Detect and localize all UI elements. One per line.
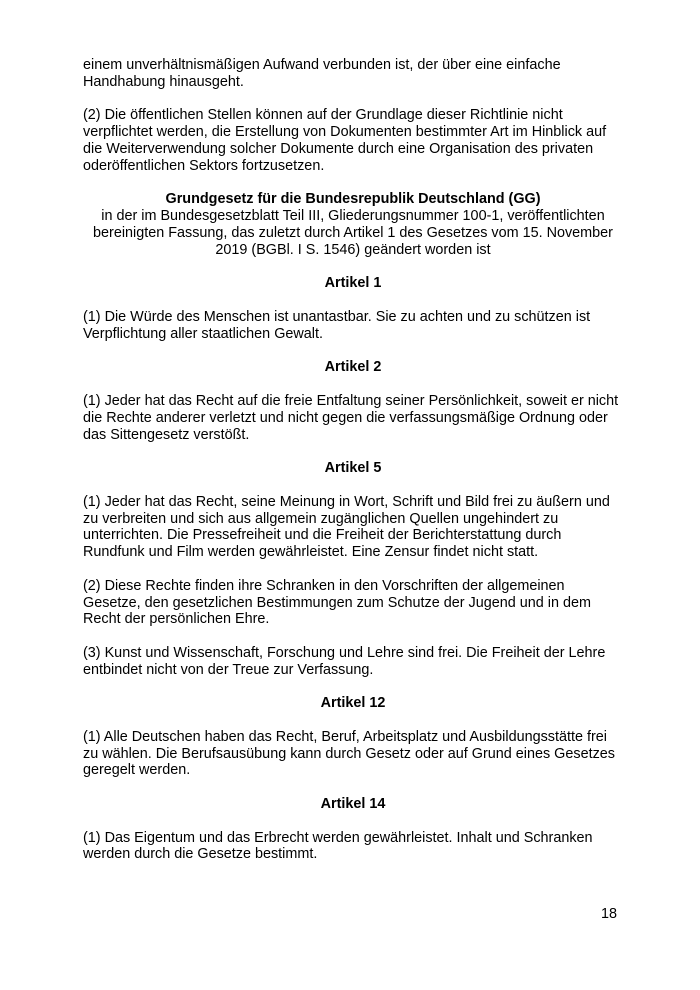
article-12	[83, 695, 623, 779]
article-14	[83, 796, 623, 863]
article-heading: Artikel 1	[324, 275, 382, 292]
article-paragraph: (1) Jeder hat das Recht, seine Meinung in Wort, Schrift und Bild frei zu äußern und zu verbreiten und sich aus allgemein zugänglichen Quellen ungehindert zu unterrichten. Die Pressefreiheit und die Freiheit der Berichterstattung durch Rundfunk und Film werden gewährleistet. Eine Zensur findet nicht statt.	[83, 493, 610, 561]
law-subtitle: in der im Bundesgesetzblatt Teil III, Gliederungsnummer 100-1, veröffentlichten bereinigten Fassung, das zuletzt durch Artikel 1 des Gesetzes vom 15. November 2019 (BGBl. I S. 1546) geändert worden ist	[93, 208, 613, 258]
article-heading: Artikel 14	[320, 796, 386, 813]
article-paragraph: (1) Jeder hat das Recht auf die freie Entfaltung seiner Persönlichkeit, soweit er nicht die Rechte anderer verletzt und nicht gegen die verfassungsmäßige Ordnung oder das Sittengesetz verstößt.	[83, 392, 619, 443]
law-header	[83, 191, 623, 258]
intro-paragraph-2: (2) Die öffentlichen Stellen können auf der Grundlage dieser Richtlinie nicht verpflichtet werden, die Erstellung von Dokumenten bestimmter Art im Hinblick auf die Weiterverwendung solcher Dokumente durch eine Organisation des privaten oderöffentlichen Sektors fortzusetzen.	[83, 107, 607, 174]
article-5	[83, 460, 623, 678]
intro-continuation-paragraph: einem unverhältnismäßigen Aufwand verbunden ist, der über eine einfache Handhabung hinausgeht.	[83, 57, 561, 90]
article-heading: Artikel 5	[324, 460, 382, 477]
page-content	[83, 57, 623, 880]
article-heading: Artikel 2	[324, 359, 382, 376]
article-2	[83, 359, 623, 443]
page-number: 18	[600, 906, 617, 922]
article-1	[83, 275, 623, 342]
article-paragraph: (3) Kunst und Wissenschaft, Forschung und Lehre sind frei. Die Freiheit der Lehre entbindet nicht von der Treue zur Verfassung.	[83, 644, 606, 678]
article-heading: Artikel 12	[320, 695, 386, 712]
article-paragraph: (1) Das Eigentum und das Erbrecht werden gewährleistet. Inhalt und Schranken werden durch die Gesetze bestimmt.	[83, 829, 593, 863]
article-paragraph: (1) Alle Deutschen haben das Recht, Beruf, Arbeitsplatz und Ausbildungsstätte frei zu wählen. Die Berufsausübung kann durch Gesetz oder auf Grund eines Gesetzes geregelt werden.	[83, 728, 615, 779]
article-paragraph: (1) Die Würde des Menschen ist unantastbar. Sie zu achten und zu schützen ist Verpflichtung aller staatlichen Gewalt.	[83, 308, 591, 342]
article-paragraph: (2) Diese Rechte finden ihre Schranken in den Vorschriften der allgemeinen Gesetze, den gesetzlichen Bestimmungen zum Schutze der Jugend und in dem Recht der persönlichen Ehre.	[83, 577, 591, 628]
law-title: Grundgesetz für die Bundesrepublik Deutschland (GG)	[165, 191, 541, 208]
